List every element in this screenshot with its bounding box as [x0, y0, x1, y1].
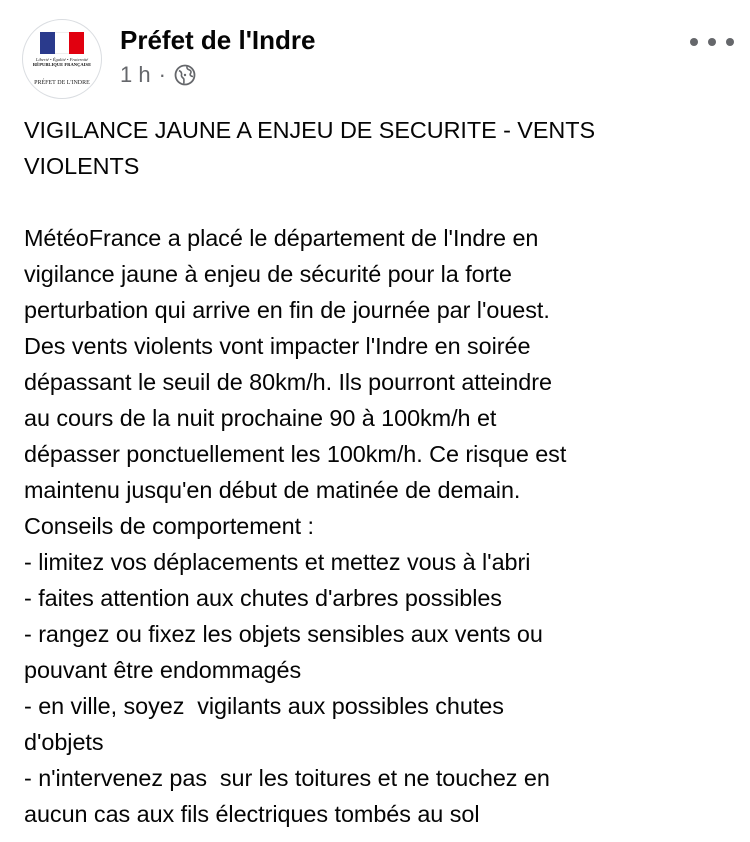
- page-avatar[interactable]: [22, 19, 102, 99]
- post-body-line: - n'intervenez pas sur les toitures et ne touchez en: [24, 765, 550, 791]
- post-body-line: Des vents violents vont impacter l'Indre en soirée: [24, 333, 531, 359]
- more-dot-icon: [690, 38, 698, 46]
- post-body-line: - limitez vos déplacements et mettez vous à l'abri: [24, 549, 531, 575]
- more-options-button[interactable]: [690, 30, 734, 54]
- post-body-line: MétéoFrance a placé le département de l'Indre en: [24, 225, 539, 251]
- post-title-line: VIOLENTS: [24, 153, 140, 179]
- post-body-line: vigilance jaune à enjeu de sécurité pour la forte: [24, 261, 512, 287]
- flag-blue-stripe: [40, 32, 55, 54]
- avatar-caption: PRÉFET DE L'INDRE: [34, 80, 90, 86]
- flag-white-stripe: [55, 32, 70, 54]
- post-text: [24, 112, 726, 832]
- more-dot-icon: [726, 38, 734, 46]
- post-header: [0, 0, 750, 110]
- post-meta: [120, 60, 196, 90]
- flag-red-stripe: [69, 32, 84, 54]
- post-body-line: Conseils de comportement :: [24, 513, 314, 539]
- avatar-republic: RÉPUBLIQUE FRANÇAISE: [32, 62, 92, 67]
- post-body-line: perturbation qui arrive en fin de journée par l'ouest.: [24, 297, 550, 323]
- post-body-line: - en ville, soyez vigilants aux possibles chutes: [24, 693, 504, 719]
- post-body-line: - faites attention aux chutes d'arbres possibles: [24, 585, 502, 611]
- post-body-line: maintenu jusqu'en début de matinée de demain.: [24, 477, 521, 503]
- post-body-line: dépassant le seuil de 80km/h. Ils pourront atteindre: [24, 369, 552, 395]
- post-body-line: d'objets: [24, 729, 104, 755]
- avatar-motto: Liberté • Égalité • Fraternité: [35, 57, 89, 62]
- post-body-line: pouvant être endommagés: [24, 657, 302, 683]
- globe-icon: [174, 64, 196, 86]
- meta-separator: ·: [158, 62, 166, 87]
- more-dot-icon: [708, 38, 716, 46]
- post-timestamp[interactable]: 1 h: [120, 62, 151, 87]
- post-title-line: VIGILANCE JAUNE A ENJEU DE SECURITE - VENTS: [24, 117, 596, 143]
- post-body-line: - rangez ou fixez les objets sensibles aux vents ou: [24, 621, 543, 647]
- post-body-line: dépasser ponctuellement les 100km/h. Ce risque est: [24, 441, 567, 467]
- post-body-line: au cours de la nuit prochaine 90 à 100km/h et: [24, 405, 497, 431]
- paragraph-gap: [24, 184, 726, 220]
- french-flag-icon: [40, 32, 84, 54]
- post-body-line: aucun cas aux fils électriques tombés au sol: [24, 801, 480, 827]
- page-name-link[interactable]: Préfet de l'Indre: [120, 25, 316, 55]
